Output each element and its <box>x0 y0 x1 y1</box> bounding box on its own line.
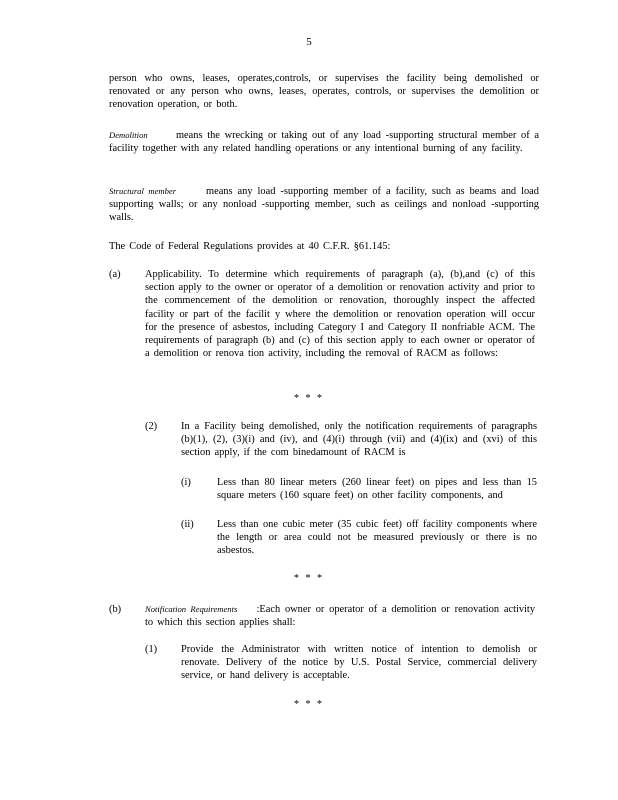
paragraph-structural-member-definition <box>109 185 539 225</box>
ellipsis-stars-2: * * * <box>294 573 324 584</box>
section-a-text: Applicability. To determine which requirements of paragraph (a), (b),and (c) of this section apply to the owner or operator of a demolition or renovation activity and prior to the commencement of the demolition or renovation, thoroughly inspect the affected facility or part of the facilit y where the demolition or renovation operation will occur for the presence of asbestos, including Category I and Category II nonfriable ACM. The requirements of paragraph (b) and (c) of this section apply to each owner or operator of a demolition or renova tion activity, including the removal of RACM as follows: <box>145 269 535 360</box>
defined-term-demolition: Demolition <box>109 130 148 140</box>
ellipsis-stars-1: * * * <box>294 393 324 404</box>
section-b-body <box>145 603 535 629</box>
item-b1-label: (1) <box>145 644 158 655</box>
item-ii-text: Less than one cubic meter (35 cubic feet) off facility components where the length or area could not be measured previously or there is no asbestos. <box>217 519 537 557</box>
section-b-text: :Each owner or operator of a demolition or renovation activity to which this section applies shall: <box>145 604 536 629</box>
item-i <box>181 476 539 516</box>
definition-structural-member-text: means any load -supporting member of a facility, such as beams and load supporting walls; or any nonload -supporting member, such as ceilings and nonload -supporting walls. <box>109 186 539 224</box>
defined-term-notification-requirements: Notification Requirements <box>145 604 238 614</box>
ellipsis-stars-3: * * * <box>294 699 324 710</box>
section-a <box>109 268 539 378</box>
item-2-text: In a Facility being demolished, only the notification requirements of paragraphs (b)(1), (2), (3)(i) and (iv), and (4)(i) through (vii) and (4)(ix) and (xvi) of this section apply, if the com binedamount of RACM is <box>181 421 537 459</box>
item-b1-text: Provide the Administrator with written notice of intention to demolish or renovate. Delivery of the notice by U.S. Postal Service, commercial delivery service, or hand delivery is acceptable. <box>181 644 537 682</box>
defined-term-structural-member: Structural member <box>109 186 177 196</box>
section-b <box>109 603 539 633</box>
section-a-label: (a) <box>109 269 121 280</box>
paragraph-person-definition: person who owns, leases, operates,controls, or supervises the facility being demolished or renovated or any person who owns, leases, operates, controls, or supervises the demolition or renovation operation, or both. <box>109 73 539 111</box>
item-ii-label: (ii) <box>181 519 194 530</box>
item-2 <box>145 420 539 465</box>
definition-demolition-text: means the wrecking or taking out of any load -supporting structural member of a facility together with any related handling operations or any intentional burning of any facility. <box>109 130 539 155</box>
paragraph-demolition-definition <box>109 129 539 155</box>
item-2-label: (2) <box>145 421 158 432</box>
item-ii <box>181 518 539 558</box>
cfr-intro: The Code of Federal Regulations provides at 40 C.F.R. §61.145: <box>109 241 391 252</box>
item-i-label: (i) <box>181 477 191 488</box>
page-number: 5 <box>306 36 312 48</box>
item-b1 <box>145 643 539 688</box>
item-i-text: Less than 80 linear meters (260 linear feet) on pipes and less than 15 square meters (160 square feet) on other facility components, and <box>217 477 537 502</box>
section-b-label: (b) <box>109 604 122 615</box>
